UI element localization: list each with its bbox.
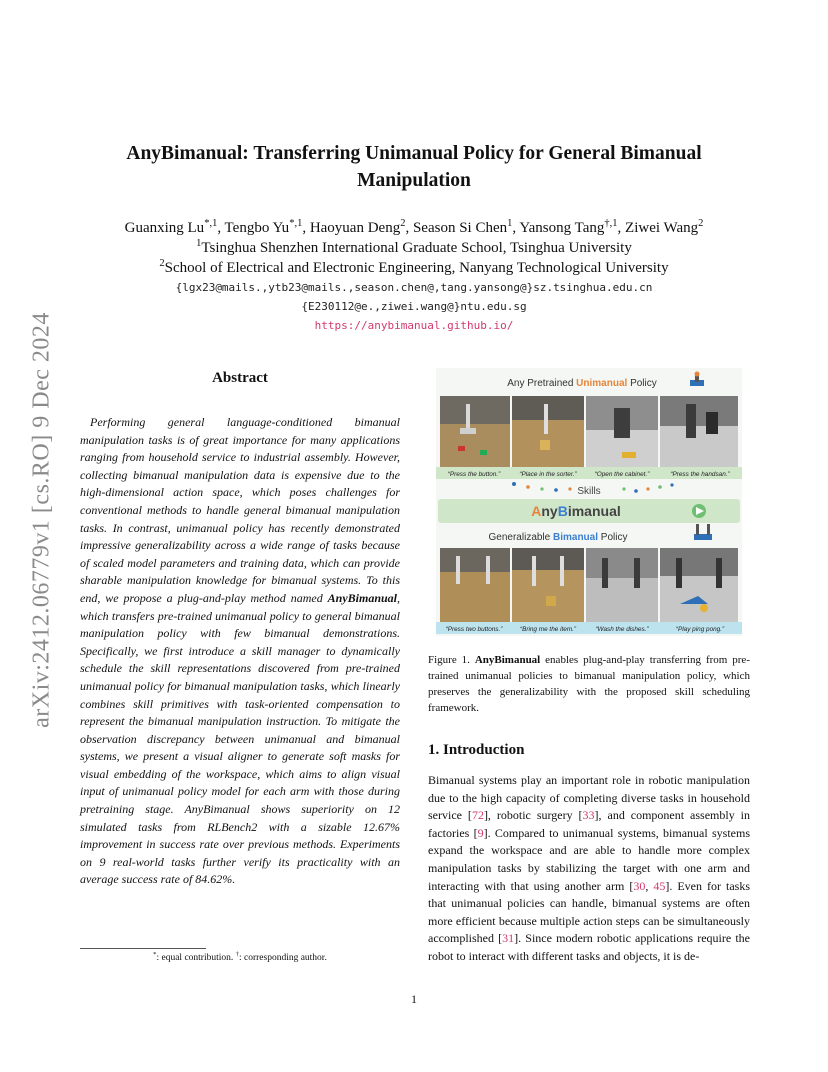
top-photo-row: [440, 396, 738, 468]
intro-text: ,: [645, 878, 654, 893]
author-name: , Haoyuan Deng: [302, 220, 401, 236]
bottom-task-label: “Wash the dishes.”: [595, 626, 649, 633]
arxiv-id: arXiv:2412.06779v1 [cs.RO] 9 Dec 2024: [28, 312, 55, 728]
bottom-panel-title: Generalizable Bimanual Policy: [488, 532, 628, 543]
author-affil-mark: *,1: [204, 218, 218, 229]
citation-link[interactable]: 33: [582, 808, 595, 823]
method-logo: AnyBimanual: [531, 503, 621, 519]
play-icon: [692, 504, 706, 518]
citation-link[interactable]: 30: [633, 878, 646, 893]
paper-title: [90, 140, 738, 194]
affil-text: Tsinghua Shenzhen International Graduate School, Tsinghua University: [201, 240, 632, 256]
author-affil-mark: †,1: [604, 218, 618, 229]
footnote-mark: *: [153, 950, 157, 958]
intro-text: Bimanual systems play an important role in robotic manipulation due to the high capacity of completing diverse tasks in household service [: [428, 773, 750, 823]
method-name: AnyBimanual: [327, 590, 397, 605]
author-affil-mark: 2: [698, 218, 704, 229]
author-affil-mark: 1: [507, 218, 513, 229]
affil-text: School of Electrical and Electronic Engineering, Nanyang Technological University: [164, 260, 669, 276]
affiliation-1: [60, 238, 768, 258]
bottom-photo-row: [440, 548, 738, 622]
skills-label: Skills: [577, 486, 601, 497]
caption-method-name: AnyBimanual: [474, 654, 541, 666]
bottom-task-label: “Bring me the item.”: [519, 626, 577, 633]
author-affil-mark: 2: [400, 218, 406, 229]
intro-text: ]. Even for tasks that unimanual policies can handle, bimanual systems are often more efficient because multiple action steps can be simultaneously accomplished [: [428, 878, 751, 946]
top-panel-title: Any Pretrained Unimanual Policy: [507, 378, 657, 389]
citation-link[interactable]: 31: [502, 931, 515, 946]
footnote: [80, 950, 400, 963]
arxiv-sidebar-stamp: [22, 280, 62, 760]
email-line-2: {E230112@e.,ziwei.wang@}ntu.edu.sg: [301, 300, 527, 313]
author-list: [60, 218, 768, 238]
affil-mark: 1: [196, 238, 202, 249]
email-line-1: {lgx23@mails.,ytb23@mails.,season.chen@,tang.yansong@}sz.tsinghua.edu.cn: [175, 281, 653, 294]
citation-link[interactable]: 72: [471, 808, 484, 823]
intro-text: ], robotic surgery [: [483, 808, 583, 823]
bottom-task-label: “Press two buttons.”: [445, 626, 503, 633]
caption-text: enables plug-and-play transferring from pre-trained unimanual policies to bimanual manipulation policy, which preserves the generalizability with the proposed skill scheduling framework.: [428, 654, 750, 714]
figure-caption: [428, 652, 750, 716]
abstract-body: [80, 414, 400, 889]
author-name: , Ziwei Wang: [617, 220, 699, 236]
abstract-text: , which transfers pre-trained unimanual policy to general bimanual manipulation policy with few bimanual demonstrations. Specifically, we first introduce a skill manager to dynamically schedule the skill representations discovered from pre-trained unimanual policy for bimanual manipulation tasks, which linearly combines skill primitives with task-oriented compensation to represent the bimanual manipulation instruction. To mitigate the observation discrepancy between unimanual and bimanual systems, we present a visual aligner to generate soft masks for visual embedding of the workspace, which aims to align visual input of unimanual policy model for each arm with those during pretraining stage. AnyBimanual shows superiority on 12 simulated tasks from RLBench2 with a sizable 12.67% improvement in success rate over previous methods. Experiments on 9 real-world tasks further verify its practicality with an average success rate of 84.62%.: [80, 590, 400, 887]
top-task-label: “Press the handsan.”: [670, 471, 730, 478]
page-number: 1: [411, 992, 417, 1006]
footnote-text: : corresponding author.: [238, 953, 327, 963]
footnote-rule: [80, 948, 206, 949]
caption-label: Figure 1.: [428, 654, 475, 666]
title-line-1: AnyBimanual: Transferring Unimanual Policy for General Bimanual: [126, 143, 702, 164]
top-task-label: “Press the button.”: [447, 471, 501, 478]
project-url-link[interactable]: https://anybimanual.github.io/: [314, 319, 514, 332]
abstract-heading: Abstract: [212, 370, 268, 386]
figure-1: [436, 368, 742, 636]
affil-mark: 2: [159, 258, 165, 269]
intro-text: ], and component assembly in factories [: [428, 808, 750, 840]
intro-text: ]. Since modern robotic applications require the robot to interact with different tasks and objects, it is de-: [428, 931, 750, 963]
section-heading: 1. Introduction: [428, 742, 525, 758]
top-task-label: “Open the cabinet.”: [594, 471, 650, 478]
author-affil-mark: *,1: [289, 218, 303, 229]
author-name: Guanxing Lu: [124, 220, 205, 236]
top-task-label: “Place in the sorter.”: [519, 471, 577, 478]
title-line-2: Manipulation: [357, 170, 471, 191]
abstract-text: Performing general language-conditioned bimanual manipulation tasks is of great importance for many applications ranging from household service to industrial assembly. However, collecting bimanual manipulation data is expensive due to the high-dimensional action space, which poses challenges for conventional methods to handle general bimanual manipulation tasks. In contrast, unimanual policy has recently demonstrated impressive generalizability across a wide range of tasks because of scaled model parameters and training data, which can provide sharable manipulation knowledge for bimanual systems. To this end, we propose a plug-and-play method named: [80, 415, 400, 605]
intro-text: ]. Compared to unimanual systems, bimanual systems expand the workspace and are able to handle more complex manipulation tasks by stabilizing the target with one arm and interacting with that using another arm [: [428, 825, 750, 893]
bottom-task-label: “Play ping pong.”: [675, 626, 725, 633]
intro-body: [428, 772, 750, 966]
author-name: , Tengbo Yu: [217, 220, 290, 236]
footnote-mark: †: [235, 950, 239, 958]
author-name: , Yansong Tang: [512, 220, 605, 236]
author-name: , Season Si Chen: [405, 220, 508, 236]
citation-link[interactable]: 9: [477, 825, 484, 840]
citation-link[interactable]: 45: [653, 878, 666, 893]
affiliation-2: [60, 258, 768, 278]
footnote-text: : equal contribution.: [156, 953, 236, 963]
